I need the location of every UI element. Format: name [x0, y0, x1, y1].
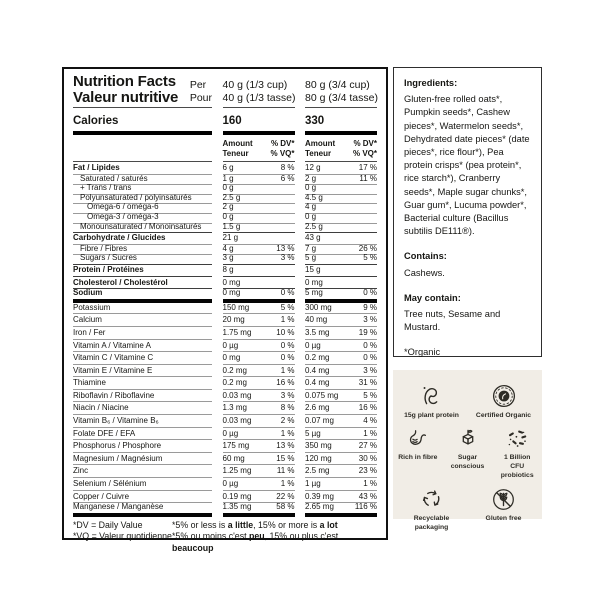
nutrient-row — [73, 428, 377, 441]
nutrient-values-2: 7 g 26 % — [305, 245, 377, 256]
gluten-free-icon — [491, 487, 516, 512]
nutrient-label: Omega-6 / oméga-6 — [87, 202, 159, 212]
badge-certified-organic: Certified Organic — [472, 383, 536, 420]
nutrient-label: Vitamin E / Vitamine E — [73, 365, 153, 375]
nutrient-values-1: 21 g — [223, 232, 295, 245]
nutrient-label: Zinc — [73, 466, 89, 476]
nutrient-values-1: 0 µg 1 % — [223, 478, 295, 491]
nutrient-values-1: 0 g — [223, 184, 295, 195]
nutrient-values-1: 175 mg 13 % — [223, 440, 295, 453]
nutrient-row — [73, 289, 377, 302]
nutrient-values-1: 0 mg 0 % — [223, 289, 295, 303]
nutrient-row — [73, 478, 377, 491]
column-headers — [73, 135, 377, 162]
column-header-2: Amount Teneur % DV* % VQ* — [305, 135, 377, 162]
nutrient-label: Vitamin B₆ / Vitamine B₆ — [73, 416, 159, 426]
nutrient-values-2: 40 mg 3 % — [305, 314, 377, 327]
sugar-cube-icon — [456, 427, 480, 451]
nutrient-values-1: 8 g — [223, 264, 295, 277]
badge-recyclable: Recyclable packaging — [400, 487, 464, 532]
nutrition-title-en: Nutrition Facts — [73, 73, 176, 90]
contains-title: Contains: — [404, 251, 447, 262]
nutrient-label: Vitamin A / Vitamine A — [73, 340, 151, 350]
nutrient-row — [73, 503, 377, 516]
badge-sugar-conscious: Sugar conscious — [447, 427, 489, 471]
nutrient-values-1: 0.2 mg 1 % — [223, 365, 295, 378]
ingredients-panel — [393, 67, 542, 357]
nutrient-values-1: 0.03 mg 3 % — [223, 390, 295, 403]
nutrient-label: Cholesterol / Cholestérol — [73, 277, 168, 287]
nutrient-values-2: 0.2 mg 0 % — [305, 352, 377, 365]
nutrient-values-2: 0.07 mg 4 % — [305, 415, 377, 428]
nutrient-values-2: 2.6 mg 16 % — [305, 402, 377, 415]
nutrient-label: Folate DFE / EFA — [73, 428, 136, 438]
nutrient-values-2: 0.4 mg 31 % — [305, 377, 377, 390]
nutrient-values-1: 0.2 mg 16 % — [223, 377, 295, 390]
nutrient-values-2: 0.4 mg 3 % — [305, 365, 377, 378]
nutrient-row — [73, 232, 377, 245]
nutrient-values-2: 5 µg 1 % — [305, 428, 377, 441]
nutrient-values-2: 0 g — [305, 184, 377, 195]
nutrient-label: Monounsaturated / Monoinsaturés — [80, 221, 202, 231]
nutrient-label: Copper / Cuivre — [73, 491, 130, 501]
nutrient-values-1: 0 µg 0 % — [223, 340, 295, 353]
nutrient-row — [73, 377, 377, 390]
nutrient-values-2: 3.5 mg 19 % — [305, 327, 377, 340]
nutrient-values-2: 0.39 mg 43 % — [305, 491, 377, 504]
nutrient-values-1: 2 g — [223, 203, 295, 214]
badge-plant-protein: 15g plant protein — [400, 383, 464, 420]
nutrient-values-2: 5 g 5 % — [305, 254, 377, 265]
nutrient-values-2: 12 g 17 % — [305, 162, 377, 175]
nutrient-label: Phosphorus / Phosphore — [73, 441, 162, 451]
nutrient-label: Fat / Lipides — [73, 163, 120, 172]
nutrition-title-fr: Valeur nutritive — [73, 88, 179, 106]
nutrient-label: Sodium — [73, 288, 103, 298]
nutrient-label: Selenium / Sélénium — [73, 479, 147, 489]
nutrient-values-1: 0.03 mg 2 % — [223, 415, 295, 428]
nutrient-values-2: 350 mg 27 % — [305, 440, 377, 453]
may-contain-title: May contain: — [404, 292, 461, 303]
nutrient-values-2: 300 mg 9 % — [305, 302, 377, 315]
serving-size-2: 80 g (3/4 cup) 80 g (3/4 tasse) — [305, 74, 377, 108]
badge-gluten-free: Gluten free — [472, 487, 536, 523]
footnote-en: *DV = Daily Value *5% or less is a little, 15% or more is a lot — [73, 519, 338, 530]
nutrient-label: Fibre / Fibres — [80, 243, 128, 253]
nutrient-values-1: 4 g 13 % — [223, 245, 295, 256]
nutrient-values-2: 43 g — [305, 232, 377, 245]
nutrient-label: Thiamine — [73, 378, 106, 388]
nutrient-label: Calcium — [73, 315, 102, 325]
nutrient-values-2: 1 µg 1 % — [305, 478, 377, 491]
nutrient-row — [73, 365, 377, 378]
nutrient-values-2: 0.075 mg 5 % — [305, 390, 377, 403]
organic-note: *Organic — [404, 347, 441, 358]
nutrient-values-1: 0 mg 0 % — [223, 352, 295, 365]
contains-body: Cashews. — [404, 267, 445, 278]
serving-size-1: 40 g (1/3 cup) 40 g (1/3 tasse) — [223, 74, 295, 108]
nutrient-values-1: 1.3 mg 8 % — [223, 402, 295, 415]
nutrient-values-2: 120 mg 30 % — [305, 453, 377, 466]
nutrient-row — [73, 254, 377, 264]
nutrient-values-2: 2.65 mg 116 % — [305, 503, 377, 517]
nutrient-label: Protein / Protéines — [73, 264, 144, 274]
nutrient-values-2: 2.5 mg 23 % — [305, 465, 377, 478]
certified-organic-icon — [491, 383, 517, 409]
ingredients-body: Gluten-free rolled oats*, Pumpkin seeds*, Cashew pieces*, Watermelon seeds*, Dehydrated date pieces* (date pieces*, rice flour*), Pea protein crisps* (pea protein*, rice starch*), Cranberry seeds*, Maple sugar chunks*, Guar gum*, Lucuma powder*, Bacterial culture (Bacillus subtilis DE111®). — [404, 94, 530, 237]
nutrient-row — [73, 352, 377, 365]
nutrient-rows — [73, 162, 377, 516]
nutrient-values-1: 60 mg 15 % — [223, 453, 295, 466]
nutrient-label: + Trans / trans — [80, 183, 132, 193]
nutrient-row — [73, 453, 377, 466]
ingredients-title: Ingredients: — [404, 78, 458, 88]
nutrient-values-1: 1.75 mg 10 % — [223, 327, 295, 340]
nutrient-row — [73, 314, 377, 327]
column-header-1: Amount Teneur % DV* % VQ* — [223, 135, 295, 162]
nutrient-row — [73, 390, 377, 403]
nutrient-label: Niacin / Niacine — [73, 403, 129, 413]
nutrient-values-1: 0.19 mg 22 % — [223, 491, 295, 504]
nutrient-label: Magnesium / Magnésium — [73, 453, 163, 463]
nutrient-values-2: 4.5 g — [305, 194, 377, 205]
recycle-icon — [419, 487, 444, 512]
nutrition-header — [73, 74, 377, 108]
nutrient-values-1: 0 µg 1 % — [223, 428, 295, 441]
nutrient-row — [73, 415, 377, 428]
stomach-icon — [406, 427, 430, 451]
badge-probiotics: 1 Billion CFU probiotics — [496, 427, 538, 480]
nutrient-label: Potassium — [73, 302, 111, 312]
nutrition-title — [73, 74, 178, 105]
nutrient-values-1: 20 mg 1 % — [223, 314, 295, 327]
nutrient-row — [73, 402, 377, 415]
footnote-fr: *VQ = Valeur quotidienne *5% ou moins c'est peu, 15% ou plus c'est beaucoup — [73, 531, 339, 553]
nutrient-label: Iron / Fer — [73, 327, 106, 337]
nutrient-label: Carbohydrate / Glucides — [73, 233, 166, 243]
nutrient-values-2: 2.5 g — [305, 223, 377, 234]
calories-row — [73, 108, 377, 135]
nutrient-values-1: 6 g 8 % — [223, 162, 295, 175]
badge-rich-in-fibre: Rich in fibre — [397, 427, 439, 462]
nutrient-values-2: 2 g 11 % — [305, 175, 377, 186]
calories-value-2: 330 — [305, 115, 325, 127]
nutrient-row — [73, 440, 377, 453]
nutrient-values-2: 0 g — [305, 213, 377, 224]
nutrient-values-1: 0 g — [223, 213, 295, 224]
calories-label: Calories — [73, 115, 119, 127]
nutrient-row — [73, 264, 377, 277]
nutrient-values-1: 3 g 3 % — [223, 254, 295, 265]
nutrient-values-1: 1.25 mg 11 % — [223, 465, 295, 478]
per-label: Per Pour — [189, 79, 212, 104]
may-contain-body: Tree nuts, Sesame and Mustard. — [404, 309, 501, 333]
nutrient-row — [73, 223, 377, 233]
nutrient-values-1: 1.5 g — [223, 223, 295, 234]
nutrient-values-2: 0 µg 0 % — [305, 340, 377, 353]
nutrient-values-1: 1.35 mg 58 % — [223, 503, 295, 517]
nutrient-values-2: 5 mg 0 % — [305, 289, 377, 303]
nutrient-label: Saturated / saturés — [80, 173, 148, 183]
nutrition-facts-panel — [62, 67, 388, 553]
bacteria-icon — [505, 427, 529, 451]
nutrient-label: Vitamin C / Vitamine C — [73, 353, 154, 363]
nutrient-values-1: 2.5 g — [223, 194, 295, 205]
nutrient-row — [73, 340, 377, 353]
footnotes — [73, 520, 377, 555]
nutrient-row — [73, 162, 377, 175]
nutrient-values-2: 15 g — [305, 264, 377, 277]
muscle-icon — [419, 383, 445, 409]
nutrient-label: Manganese / Manganèse — [73, 502, 164, 512]
nutrient-label: Sugars / Sucres — [80, 253, 137, 263]
nutrient-row — [73, 465, 377, 478]
nutrient-label: Riboflavin / Riboflavine — [73, 390, 155, 400]
nutrient-values-1: 150 mg 5 % — [223, 302, 295, 315]
nutrient-label: Omega-3 / oméga-3 — [87, 211, 159, 221]
nutrient-values-2: 4 g — [305, 203, 377, 214]
nutrient-row — [73, 327, 377, 340]
claims-panel — [393, 370, 542, 531]
nutrient-row — [73, 302, 377, 315]
calories-value-1: 160 — [222, 115, 242, 127]
nutrient-label: Polyunsaturated / polyinsaturés — [80, 192, 192, 202]
nutrient-values-2: 0 mg — [305, 277, 377, 290]
nutrient-values-1: 0 mg — [223, 277, 295, 290]
nutrient-values-1: 1 g 6 % — [223, 175, 295, 186]
